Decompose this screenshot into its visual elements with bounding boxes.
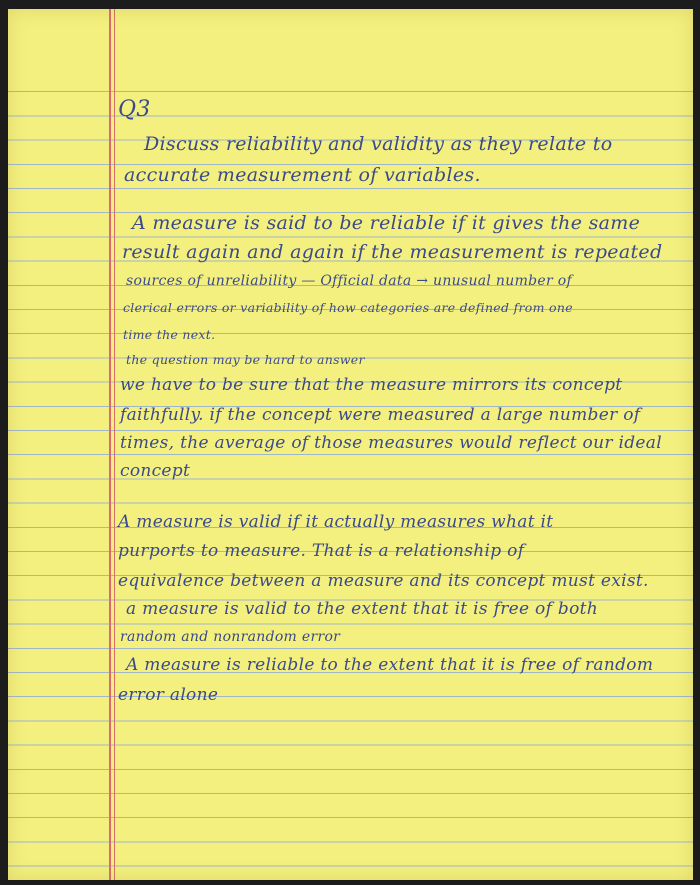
prompt-line: Discuss reliability and validity as they relate to bbox=[144, 133, 613, 155]
handwritten-line: clerical errors or variability of how categories are defined from one bbox=[123, 300, 573, 315]
handwritten-line: purports to measure. That is a relationship of bbox=[118, 541, 525, 561]
handwritten-line: A measure is reliable to the extent that it is free of random bbox=[126, 655, 654, 675]
handwritten-line: times, the average of those measures would reflect our ideal bbox=[120, 433, 662, 453]
question-label: Q3 bbox=[118, 97, 151, 122]
handwritten-line: A measure is valid if it actually measures what it bbox=[118, 512, 554, 532]
handwritten-line: we have to be sure that the measure mirrors its concept bbox=[120, 375, 623, 395]
handwritten-line: A measure is said to be reliable if it gives the same bbox=[132, 212, 641, 234]
handwritten-line: sources of unreliability — Official data → unusual number of bbox=[126, 273, 572, 289]
handwritten-line: random and nonrandom error bbox=[120, 629, 341, 645]
handwritten-line: result again and again if the measurement is repeated bbox=[122, 241, 663, 263]
handwritten-line: time the next. bbox=[123, 327, 216, 342]
handwritten-line: faithfully. if the concept were measured a large number of bbox=[120, 405, 641, 425]
handwritten-line: equivalence between a measure and its concept must exist. bbox=[118, 571, 649, 591]
handwritten-line: error alone bbox=[118, 685, 219, 705]
handwritten-line: the question may be hard to answer bbox=[126, 352, 365, 367]
handwritten-line: concept bbox=[120, 461, 191, 481]
prompt-line: accurate measurement of variables. bbox=[124, 164, 481, 186]
handwritten-line: a measure is valid to the extent that it is free of both bbox=[126, 599, 598, 619]
notepad-page bbox=[8, 9, 693, 880]
